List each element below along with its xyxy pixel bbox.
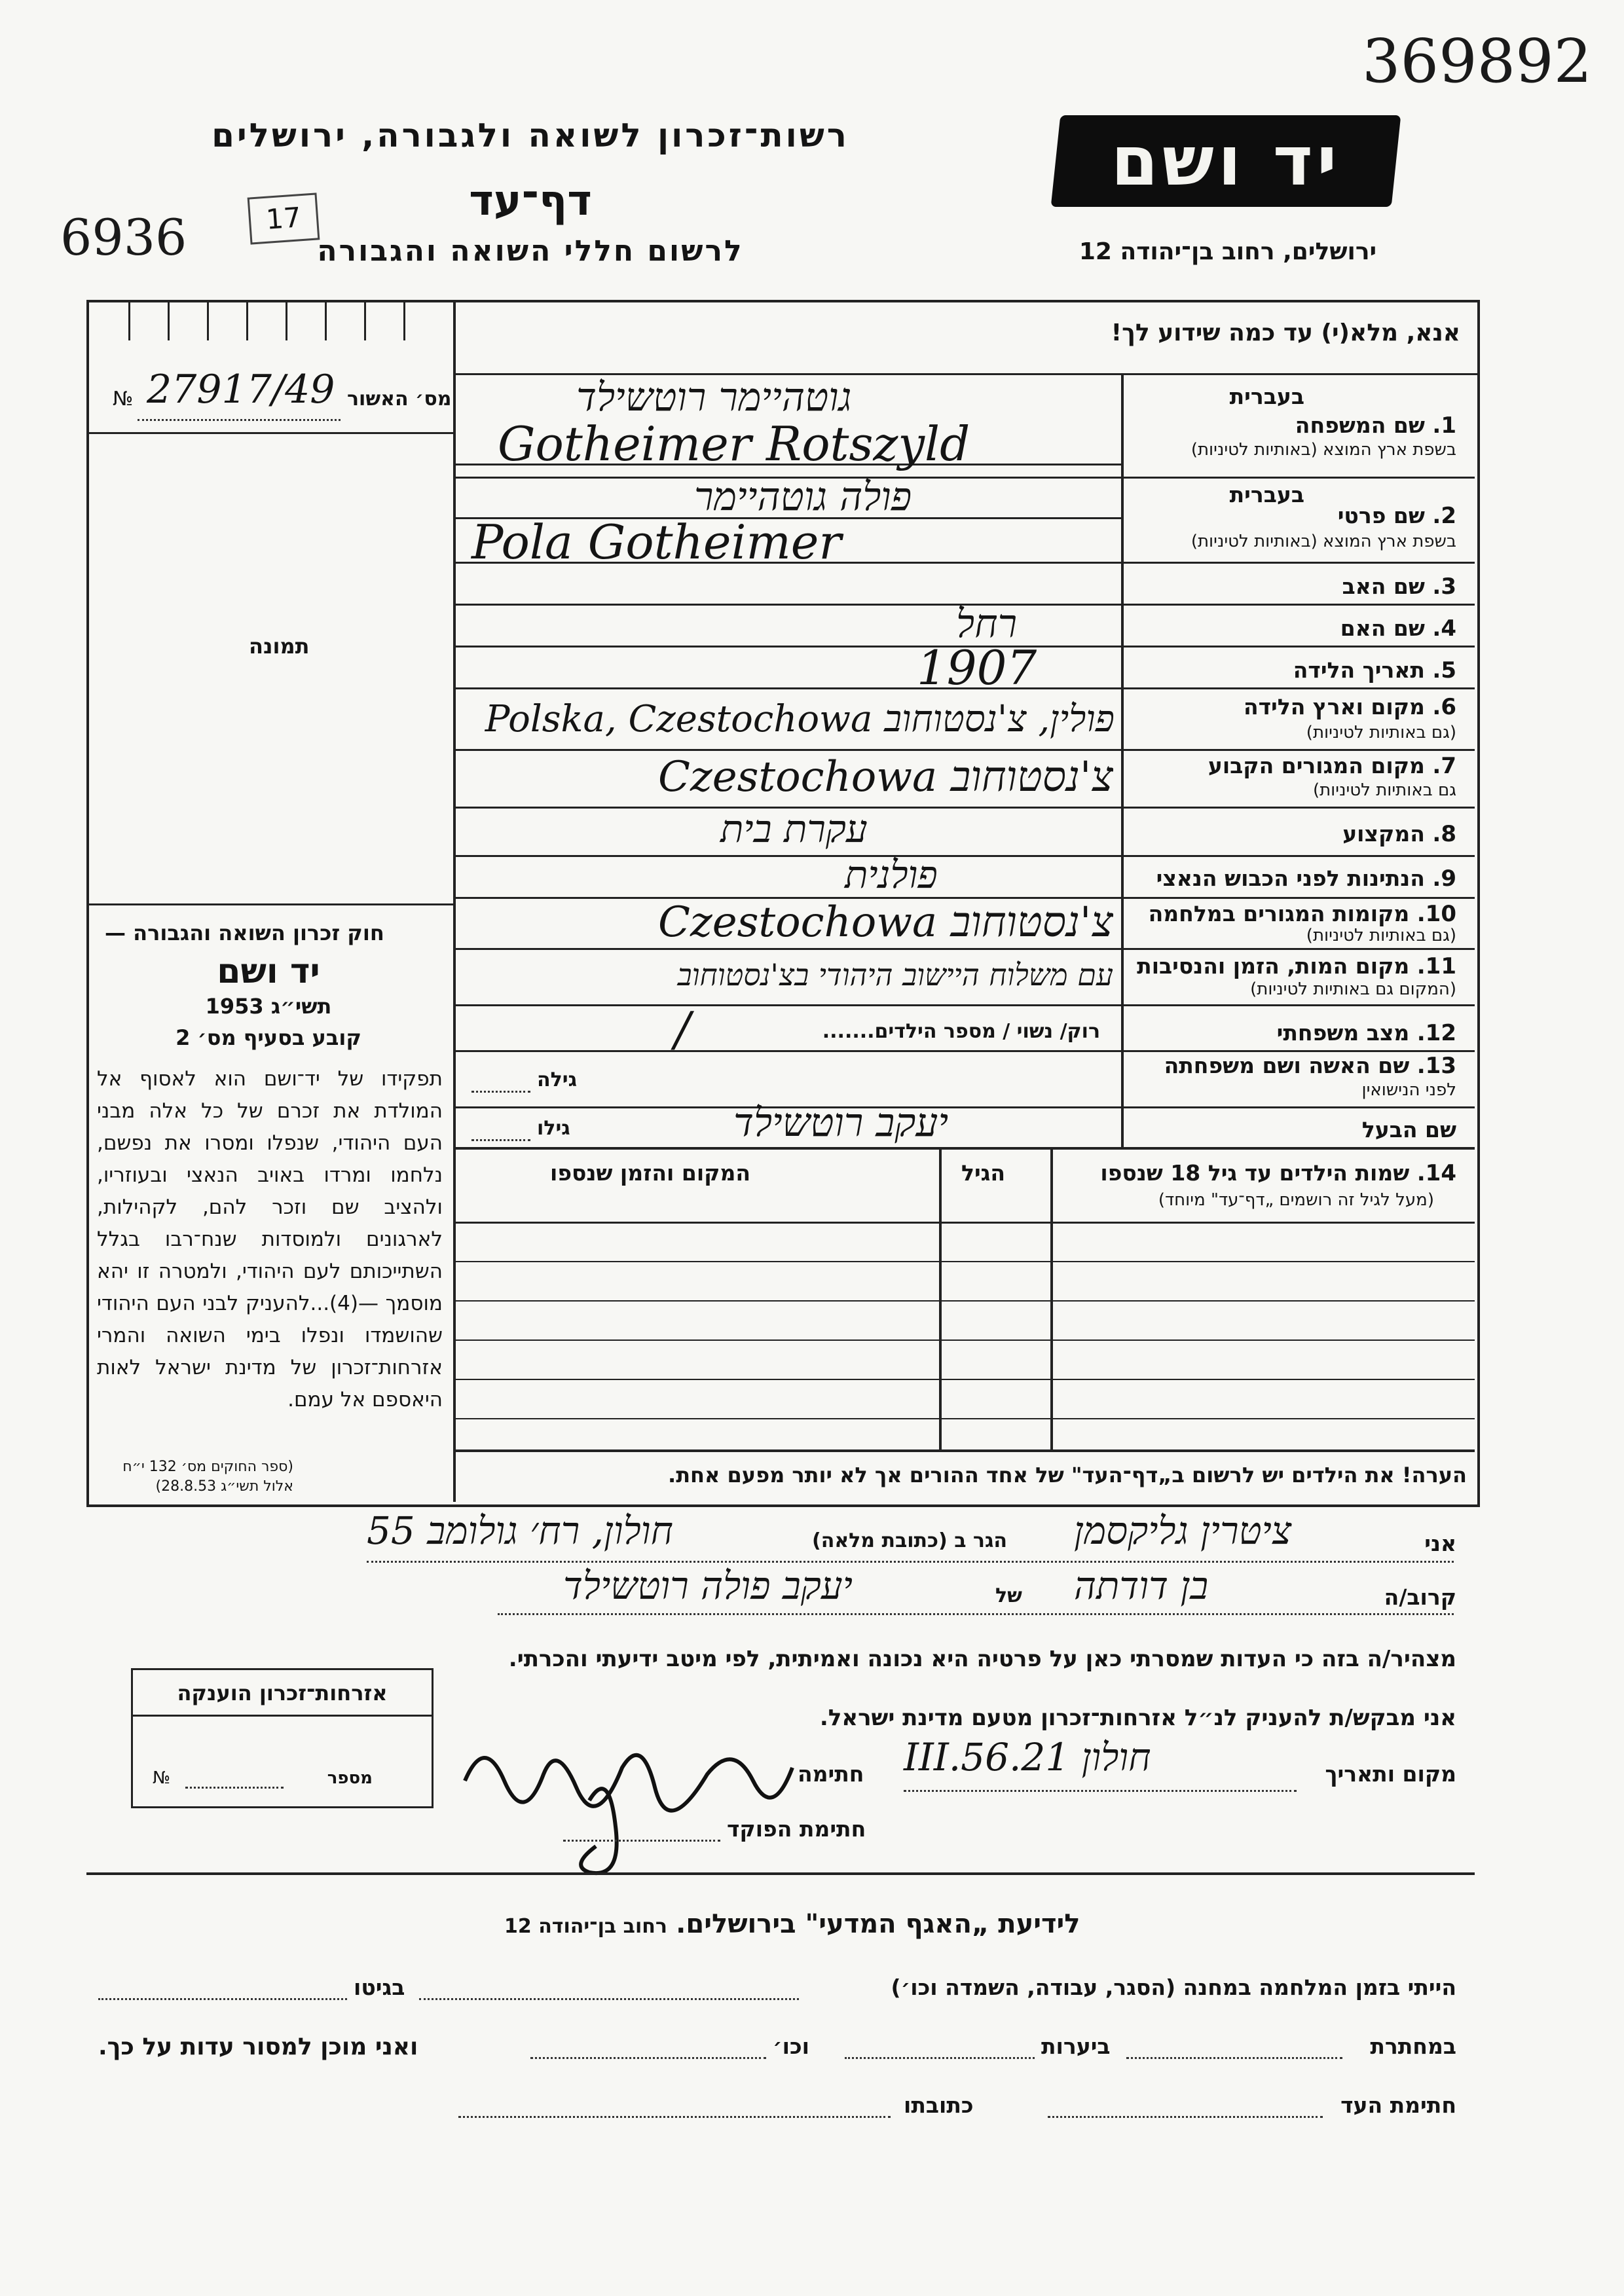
field-3-num: 3. bbox=[1432, 574, 1456, 600]
field-5-num: 5. bbox=[1432, 657, 1456, 683]
children-col-place: המקום והזמן שנספו bbox=[550, 1160, 750, 1186]
field-11-sub: (המקום גם באותיות לטיניות) bbox=[1250, 979, 1456, 999]
field-13-num: 13. bbox=[1416, 1053, 1456, 1079]
field-9-value: פולנית bbox=[845, 852, 938, 897]
field-2-sub: בשפת ארץ המוצא (באותיות לטיניות) bbox=[1190, 532, 1456, 551]
decl-relation-label: קרוב/ה bbox=[1384, 1584, 1456, 1610]
field-6-sub: (גם באותיות לטיניות) bbox=[1306, 723, 1456, 742]
children-col-age: הגיל bbox=[961, 1160, 1006, 1186]
decl-address-value: חולון, רח׳ גולומב 55 bbox=[367, 1508, 673, 1553]
yad-vashem-logo: יד ושם bbox=[1051, 115, 1401, 207]
bottom-line3-a: חתימת העד bbox=[1340, 2092, 1456, 2118]
field-10-num: 10. bbox=[1416, 901, 1456, 927]
field-4-value: רחל bbox=[956, 601, 1018, 647]
stamp-number: 17 bbox=[248, 192, 320, 244]
bottom-line1: הייתי בזמן המלחמה במחנה (הסגר, עבודה, השמדה וכו׳) bbox=[891, 1975, 1456, 2000]
decl-official-label: חתימת הפוקד bbox=[727, 1816, 866, 1842]
field-10-value: צ'נסטוחוב Czestochowa bbox=[658, 898, 1113, 947]
request-line: אנא, מלא(י) עד כמה שידוע לך! bbox=[1111, 319, 1460, 346]
decl-of-value: יעקב פולה רוטשילד bbox=[563, 1563, 853, 1608]
law-title: חוק זכרון השואה והגבורה — bbox=[105, 920, 384, 945]
note: הערה! את הילדים יש לרשום ב„דף־העד" של אחד ההורים אך לא יותר מפעם אחת. bbox=[668, 1463, 1467, 1487]
bottom-heading: לידיעת „האגף המדעי" בירושלים. bbox=[676, 1909, 1080, 1939]
field-8-num: 8. bbox=[1432, 821, 1456, 847]
bottom-line2-c: וכו׳ bbox=[773, 2033, 809, 2059]
decl-relation-value: בן דודתה bbox=[1074, 1563, 1209, 1608]
field-1-label: שם המשפחה bbox=[1295, 412, 1425, 438]
field-2-heb-label: בעברית bbox=[1229, 482, 1304, 507]
field-1-heb-label: בעברית bbox=[1229, 384, 1304, 409]
field-12-mark: / bbox=[674, 1002, 691, 1057]
approval-label: מס׳ האשור bbox=[347, 388, 452, 410]
field-9-num: 9. bbox=[1432, 866, 1456, 892]
address: ירושלים, רחוב בן־יהודה 12 bbox=[1079, 238, 1377, 265]
bottom-line3-b: כתובתו bbox=[904, 2092, 974, 2118]
ref-number: 369892 bbox=[1362, 26, 1593, 96]
approval-prefix: № bbox=[113, 388, 134, 410]
law-section: קובע בסעיף מס׳ 2 bbox=[175, 1025, 361, 1050]
field-7-label: מקום המגורים הקבוע bbox=[1208, 753, 1425, 778]
law-name: יד ושם bbox=[217, 952, 320, 991]
form-subtitle: לרשום חללי השואה והגבורה bbox=[317, 234, 744, 268]
decl-resides-label: הגר ב (כתובת מלאה) bbox=[812, 1529, 1008, 1552]
law-body: תפקידו של יד־ושם הוא לאסוף אל המולדת את זכרם של כל אלה מבני העם היהודי, שנפלו ומסרו את נפשם, נלחמו ומרדו באויב הנאצי ובעוזריו, ולהציב שם וזכר להם, לקהילות, לארגונים ולמוסדות שנח־רבו בגלל השתייכותם לעם היהודי, ולמטרה זו יהא מוסמך —(4)...להעניק לבני העם היהודי שהושמדו ונפלו בימי השואה והמרי אזרחות־זכרון של מדינת ישראל לאות היאספם אל עמם. bbox=[97, 1067, 443, 1412]
approval-value: 27917/49 bbox=[147, 367, 335, 412]
field-2-value-latin: Pola Gotheimer bbox=[471, 515, 841, 570]
citizenship-title: אזרחות־זכרון הוענקה bbox=[177, 1681, 388, 1705]
photo-label: תמונה bbox=[249, 634, 310, 659]
form-title: דף־עד bbox=[469, 177, 592, 225]
field-1-num: 1. bbox=[1432, 412, 1456, 439]
field-2-num: 2. bbox=[1432, 503, 1456, 529]
field-8-label: המקצוע bbox=[1342, 821, 1425, 847]
field-13-sub: לפני הנישואין bbox=[1361, 1080, 1456, 1100]
decl-name-value: ציטרין גליקסמן bbox=[1074, 1508, 1292, 1553]
citizenship-box bbox=[131, 1668, 434, 1808]
field-5-value: 1907 bbox=[917, 640, 1037, 695]
bottom-line2-b: ביערות bbox=[1041, 2033, 1111, 2059]
field-4-label: שם האם bbox=[1340, 615, 1425, 641]
field-11-num: 11. bbox=[1416, 953, 1456, 979]
children-num: 14. bbox=[1416, 1160, 1456, 1186]
decl-i-label: אני bbox=[1424, 1531, 1456, 1556]
field-2-label: שם פרטי bbox=[1337, 503, 1425, 528]
field-1-value-heb: גוטהיימר רוטשילד bbox=[576, 374, 852, 420]
decl-request: אני מבקש/ת להעניק לנ״ל אזרחות־זכרון מטעם מדינת ישראל. bbox=[819, 1705, 1456, 1731]
field-11-label: מקום המות, הזמן והנסיבות bbox=[1137, 953, 1410, 979]
authority-title: רשות־זכרון לשואה ולגבורה, ירושלים bbox=[212, 117, 849, 155]
field-5-label: תאריך הלידה bbox=[1293, 657, 1425, 683]
field-8-value: עקרת בית bbox=[720, 807, 868, 851]
field-husband-value: יעקב רוטשילד bbox=[733, 1100, 949, 1146]
citizenship-number-prefix: № bbox=[153, 1768, 171, 1788]
field-2-value-heb: פולה גוטהיימר bbox=[694, 474, 912, 520]
decl-place-date-label: מקום ותאריך bbox=[1325, 1761, 1456, 1787]
field-10-label: מקומות המגורים במלחמה bbox=[1148, 901, 1410, 926]
field-13-label: שם האשה ושם משפחתה bbox=[1164, 1053, 1410, 1078]
bottom-line1-end: בגיטו bbox=[354, 1975, 405, 2000]
field-1-sub: בשפת ארץ המוצא (באותיות לטיניות) bbox=[1190, 440, 1456, 460]
decl-of-label: של bbox=[995, 1584, 1022, 1607]
field-6-num: 6. bbox=[1432, 694, 1456, 720]
citizenship-number-label: מספר bbox=[327, 1768, 373, 1788]
children-sub: (מעל לגיל זה רושמים „דף־עד" מיוחד) bbox=[1158, 1190, 1434, 1210]
decl-place-date-value: חולון 21.III.56 bbox=[904, 1735, 1151, 1779]
field-1-value-latin: Gotheimer Rotszyld bbox=[498, 416, 970, 471]
law-footer: (ספר החוקים מס׳ 132 י״ח אלול תשי״ג 28.8.53) bbox=[122, 1459, 293, 1495]
field-7-value: צ'נסטוחוב Czestochowa bbox=[658, 753, 1113, 801]
bottom-line2-a: במחתרת bbox=[1370, 2033, 1456, 2059]
decl-statement: מצהיר/ה בזה כי העדות שמסרתי כאן על פרטיה היא נכונה ואמיתית, לפי מיטב ידיעתי והכרתי. bbox=[508, 1646, 1456, 1672]
field-12-label: מצב משפחתי bbox=[1276, 1020, 1410, 1046]
field-6-label: מקום וארץ הלידה bbox=[1243, 694, 1425, 720]
field-husband-age-label: גילו bbox=[537, 1117, 570, 1140]
field-11-value: עם משלוח היישוב היהודי בצ'נסטוחוב bbox=[677, 957, 1113, 993]
bottom-heading-addr: רחוב בן־יהודה 12 bbox=[504, 1915, 667, 1938]
field-6-value: פולין, צ'נסטוחוב Polska, Czestochowa bbox=[485, 698, 1115, 740]
children-label: שמות הילדים עד גיל 18 שנספו bbox=[1100, 1160, 1410, 1186]
bottom-line2-d: ואני מוכן למסור עדות על כך. bbox=[98, 2033, 418, 2060]
field-7-num: 7. bbox=[1432, 753, 1456, 779]
field-husband-label: שם הבעל bbox=[1361, 1117, 1456, 1142]
field-13-age-label: גילה bbox=[537, 1068, 577, 1091]
law-year: תשי״ג 1953 bbox=[205, 994, 332, 1019]
decl-signature-label: חתימה bbox=[798, 1761, 864, 1787]
field-7-sub: גם באותיות לטיניות) bbox=[1312, 780, 1456, 800]
field-10-sub: (גם באותיות לטיניות) bbox=[1306, 926, 1456, 945]
field-9-label: הנתינות לפני הכבוש הנאצי bbox=[1156, 866, 1425, 891]
handwritten-number: 6936 bbox=[60, 208, 187, 266]
field-12-num: 12. bbox=[1416, 1020, 1456, 1046]
field-3-label: שם האב bbox=[1342, 574, 1425, 599]
field-4-num: 4. bbox=[1432, 615, 1456, 642]
field-12-value: רוק/ נשוי / מספר הילדים....... bbox=[822, 1020, 1100, 1043]
